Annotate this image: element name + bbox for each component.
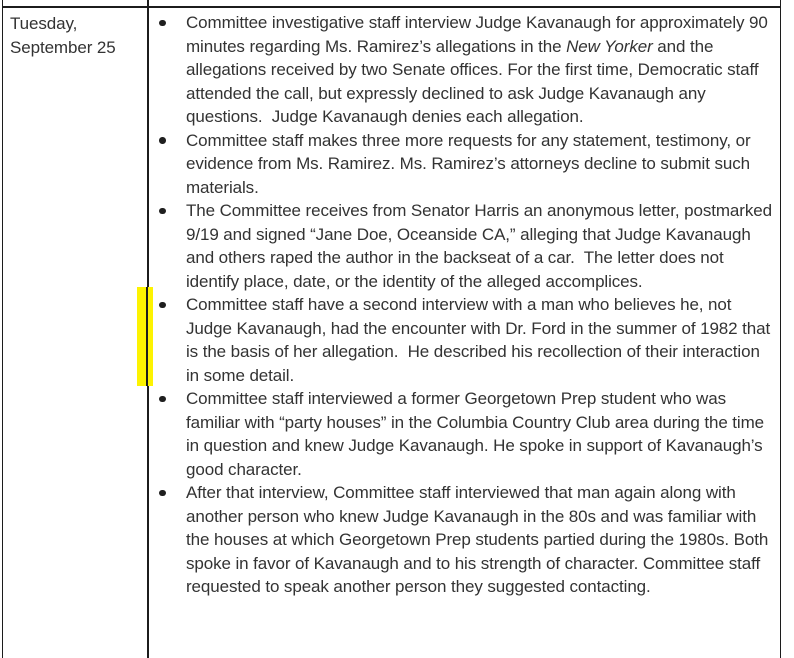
previous-row-content-cell <box>149 0 780 6</box>
list-item <box>186 199 777 293</box>
bullet-text-segment: Committee staff have a second interview with a man who believes he, not Judge Kavanaugh, had the encounter with Dr. Ford in the summer of 1982 that is the basis of her allegation. He described his recollection of their interaction in some detail. <box>186 295 775 385</box>
bullet-list <box>149 11 777 599</box>
list-item <box>186 129 772 200</box>
bullet-text-segment: Committee staff interviewed a former Georgetown Prep student who was familiar with “party houses” in the Columbia Country Club area during the time in question and knew Judge Kavanaugh. He spoke in support of Kavanaugh’s good character. <box>186 389 769 479</box>
timeline-table <box>2 0 781 658</box>
table-row <box>3 8 780 658</box>
list-item <box>186 481 772 599</box>
events-cell <box>149 8 780 658</box>
bullet-text-segment: Committee staff makes three more requests for any statement, testimony, or evidence from Ms. Ramirez. Ms. Ramirez’s attorneys decline to submit such materials. <box>186 130 756 197</box>
bullet-icon <box>159 490 166 497</box>
bullet-icon <box>159 137 166 144</box>
previous-row-remnant <box>3 0 780 8</box>
bullet-icon <box>159 302 166 309</box>
list-item <box>186 11 772 129</box>
bullet-text-segment: New Yorker <box>566 36 653 56</box>
date-line-2: September 25 <box>10 37 116 57</box>
bullet-icon <box>159 396 166 403</box>
bullet-icon <box>159 20 166 27</box>
bullet-text-segment: Committee investigative staff interview Judge Kavanaugh for approximately 90 minutes regarding Ms. Ramirez’s allegations in the <box>186 13 773 56</box>
bullet-icon <box>159 208 166 215</box>
bullet-text-segment: The Committee receives from Senator Harris an anonymous letter, postmarked 9/19 and signed “Jane Doe, Oceanside CA,” alleging that Judge Kavanaugh and others raped the author in the backseat of a car. The letter does not identify place, date, or the identity of the alleged accomplices. <box>186 201 777 291</box>
date-line-1: Tuesday, <box>10 14 78 33</box>
previous-row-date-cell <box>3 0 149 6</box>
list-item <box>186 387 772 481</box>
date-cell <box>3 8 149 658</box>
bullet-text-segment: After that interview, Committee staff interviewed that man again along with another person who knew Judge Kavanaugh in the 80s and was familiar with the houses at which Georgetown Prep students partied during the 1980s. Both spoke in favor of Kavanaugh and to his strength of character. Committee staff requested to speak another person they suggested contacting. <box>186 483 773 596</box>
list-item <box>186 293 775 387</box>
highlight-mark <box>137 287 153 386</box>
bullet-text-segment: and the allegations received by two Senate offices. For the first time, Democratic staff attended the call, but expressly declined to ask Judge Kavanaugh any questions. Judge Kavanaugh denies each allegation. <box>186 36 764 126</box>
